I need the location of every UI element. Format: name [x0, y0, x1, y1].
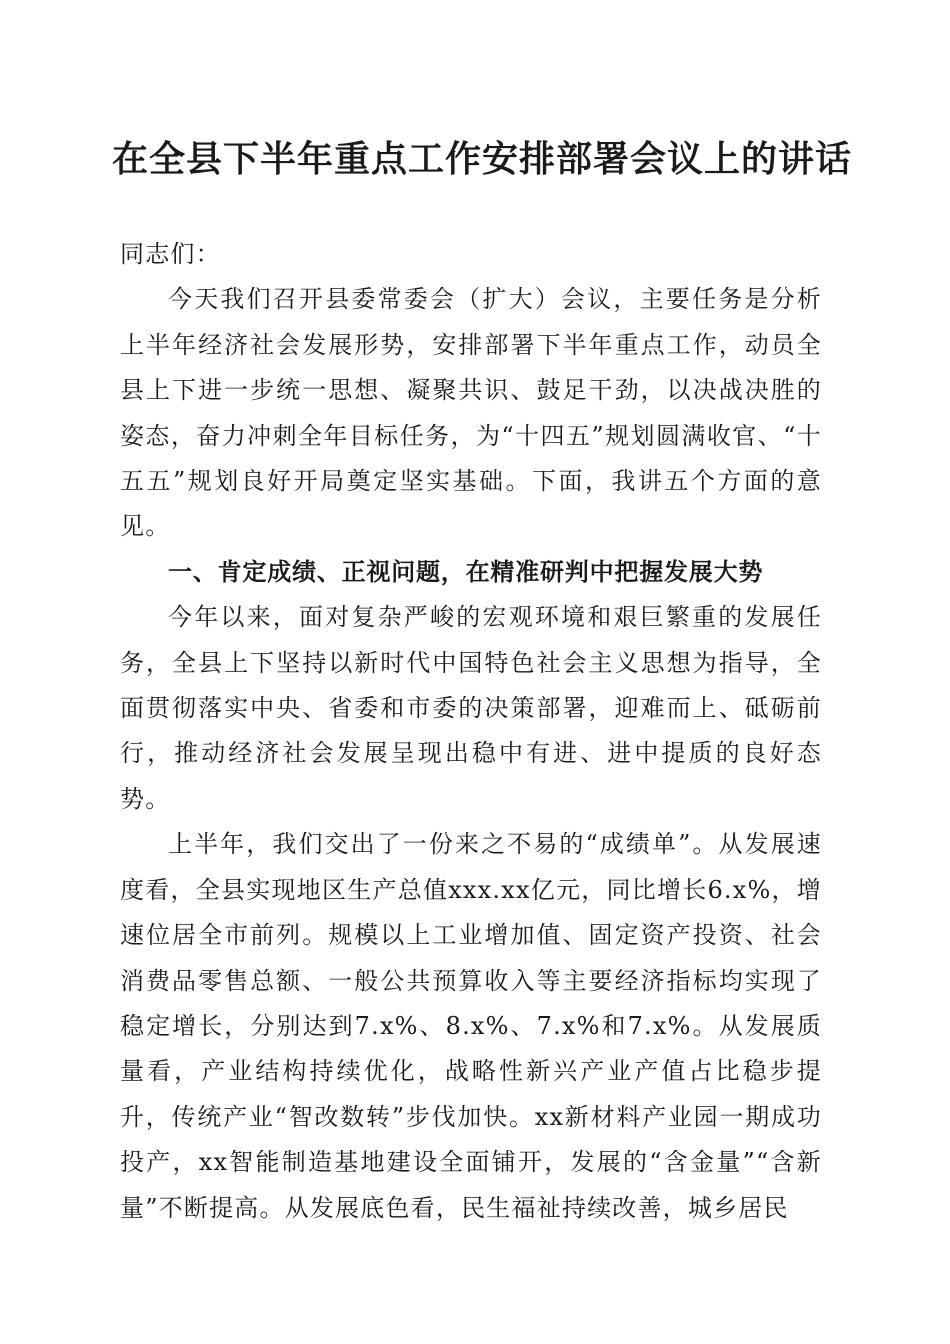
- document-body: [120, 232, 822, 1231]
- section-heading: 一、肯定成绩、正视问题，在精准研判中把握发展大势: [168, 557, 764, 586]
- salutation: 同志们：: [120, 240, 221, 268]
- body-paragraph: 今年以来，面对复杂严峻的宏观环境和艰巨繁重的发展任务，全县上下坚持以新时代中国特色社会主义思想为指导，全面贯彻落实中央、省委和市委的决策部署，迎难而上、砥砺前行，推动经济社会发展呈现出稳中有进、进中提质的良好态势。: [120, 603, 822, 813]
- document-title: 在全县下半年重点工作安排部署会议上的讲话: [112, 138, 853, 180]
- body-paragraph: 上半年，我们交出了一份来之不易的“成绩单”。从发展速度看，全县实现地区生产总值xxx.xx亿元，同比增长6.x%，增速位居全市前列。规模以上工业增加值、固定资产投资、社会消费品零售总额、一般公共预算收入等主要经济指标均实现了稳定增长，分别达到7.x%、8.x%、7.x%和7.x%。从发展质量看，产业结构持续优化，战略性新兴产业产值占比稳步提升，传统产业“智改数转”步伐加快。xx新材料产业园一期成功投产，xx智能制造基地建设全面铺开，发展的“含金量”“含新量”不断提高。从发展底色看，民生福祉持续改善，城乡居民: [120, 830, 822, 1222]
- intro-paragraph: 今天我们召开县委常委会（扩大）会议，主要任务是分析上半年经济社会发展形势，安排部署下半年重点工作，动员全县上下进一步统一思想、凝聚共识、鼓足干劲，以决战决胜的姿态，奋力冲刺全年目标任务，为“十四五”规划圆满收官、“十五五”规划良好开局奠定坚实基础。下面，我讲五个方面的意见。: [120, 285, 822, 541]
